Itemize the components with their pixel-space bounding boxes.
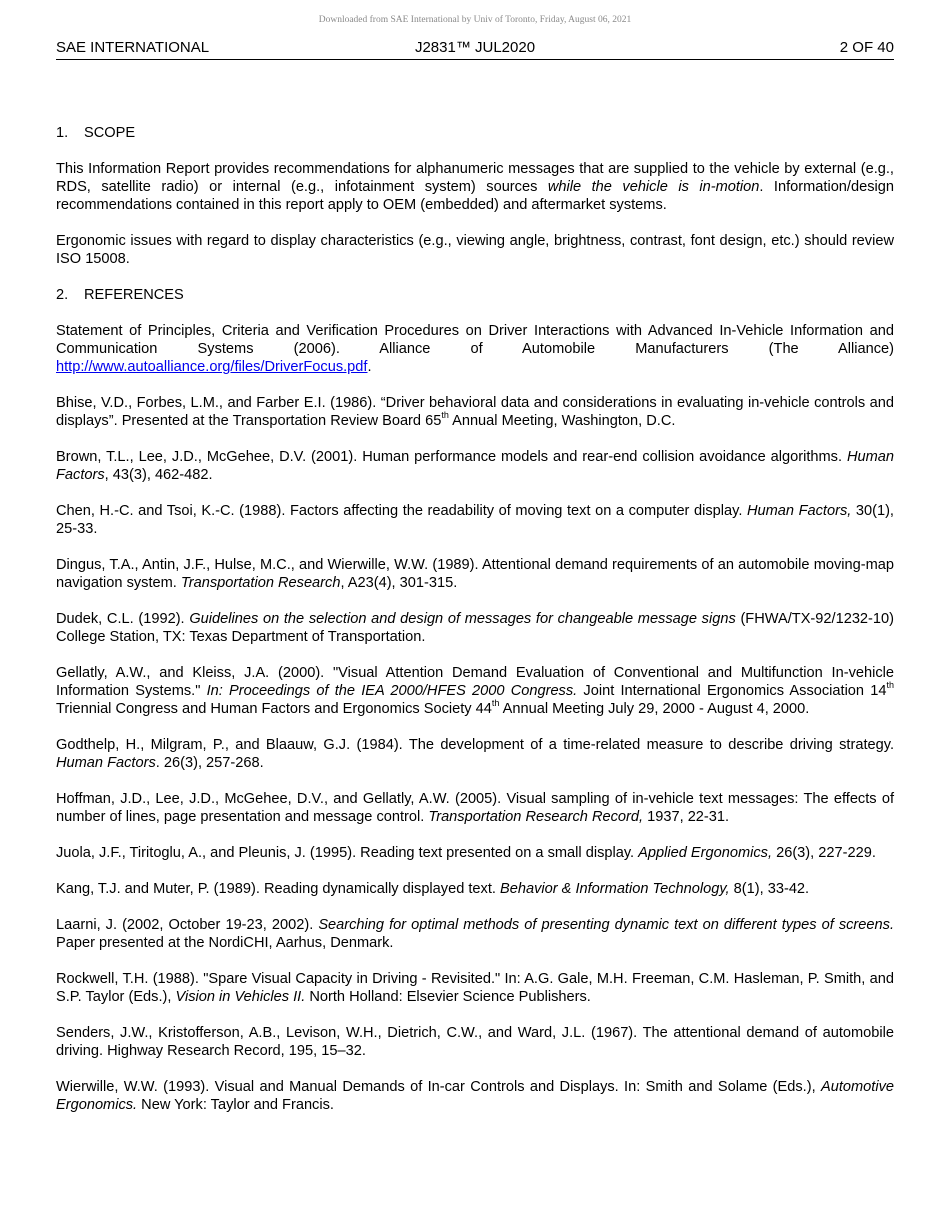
page-header: [56, 39, 894, 60]
text: , A23(4), 301-315.: [340, 575, 458, 591]
section-heading-references: [56, 286, 894, 304]
journal-title: Human Factors: [56, 755, 156, 771]
reference-entry: [56, 448, 894, 484]
section-title: SCOPE: [84, 125, 136, 141]
header-page-number: 2 OF 40: [839, 39, 894, 56]
reference-entry: [56, 1024, 894, 1060]
text: New York: Taylor and Francis.: [137, 1097, 334, 1113]
header-organization: SAE INTERNATIONAL: [56, 39, 210, 56]
text: Annual Meeting July 29, 2000 - August 4, 2000.: [499, 701, 810, 717]
reference-entry: [56, 394, 894, 430]
text: 8(1), 33-42.: [729, 881, 810, 897]
text: , 43(3), 462-482.: [104, 467, 213, 483]
text: Juola, J.F., Tiritoglu, A., and Pleunis, J. (1995). Reading text presented on a small display.: [56, 845, 639, 861]
section-heading-scope: [56, 124, 894, 142]
text: 26(3), 227-229.: [772, 845, 876, 861]
text: 30(1), 25-33.: [56, 503, 894, 537]
reference-entry: [56, 970, 894, 1006]
reference-entry: [56, 916, 894, 952]
publication-title: Searching for optimal methods of presenting dynamic text on different types of screens.: [318, 917, 894, 933]
reference-entry: [56, 1078, 894, 1114]
text: Dingus, T.A., Antin, J.F., Hulse, M.C., and Wierwille, W.W. (1989). Attentional demand requirements of an automobile moving-map navigation system.: [56, 557, 894, 591]
section-title: REFERENCES: [84, 287, 184, 303]
text: . Information/design recommendations contained in this report apply to OEM (embedded) and aftermarket systems.: [56, 179, 894, 213]
emphasis: while the vehicle is in-motion: [547, 179, 760, 195]
reference-entry: [56, 322, 894, 376]
text: .: [367, 359, 372, 375]
superscript: th: [491, 698, 500, 709]
text: Godthelp, H., Milgram, P., and Blaauw, G.J. (1984). The development of a time-related measure to describe driving strategy.: [56, 737, 894, 753]
reference-entry: [56, 610, 894, 646]
text: Senders, J.W., Kristofferson, A.B., Levison, W.H., Dietrich, C.W., and Ward, J.L. (1967). The attentional demand of automobile driving. Highway Research Record, 195, 15–32.: [56, 1025, 894, 1059]
text: Kang, T.J. and Muter, P. (1989). Reading dynamically displayed text.: [56, 881, 501, 897]
text: Wierwille, W.W. (1993). Visual and Manual Demands of In-car Controls and Displays. In: Smith and Solame (Eds.),: [56, 1079, 821, 1095]
text: Hoffman, J.D., Lee, J.D., McGehee, D.V., and Gellatly, A.W. (2005). Visual sampling of in-vehicle text messages: The effects of number of lines, page presentation and message control.: [56, 791, 894, 825]
text: This Information Report provides recommendations for alphanumeric messages that are supplied to the vehicle by external (e.g., RDS, satellite radio) or internal (e.g., infotainment system) sources: [56, 161, 894, 195]
reference-link[interactable]: http://www.autoalliance.org/files/DriverFocus.pdf: [56, 359, 368, 375]
publication-title: Guidelines on the selection and design of messages for changeable message signs: [189, 611, 736, 627]
scope-paragraph-1: [56, 160, 894, 214]
text: . 26(3), 257-268.: [155, 755, 264, 771]
text: Statement of Principles, Criteria and Verification Procedures on Driver Interactions with Advanced In-Vehicle Information and Communication Systems (2006). Alliance of Automobile Manufacturers (The Alliance): [56, 323, 894, 357]
text: Gellatly, A.W., and Kleiss, J.A. (2000). "Visual Attention Demand Evaluation of Conventional and Multifunction In-vehicle Information Systems.": [56, 665, 894, 699]
header-document-number: J2831™ JUL2020: [414, 39, 536, 56]
text: North Holland: Elsevier Science Publishers.: [305, 989, 591, 1005]
journal-title: Behavior & Information Technology,: [500, 881, 730, 897]
journal-title: Human Factors,: [746, 503, 852, 519]
superscript: th: [886, 680, 894, 691]
text: 1937, 22-31.: [643, 809, 730, 825]
reference-entry: [56, 556, 894, 592]
text: Brown, T.L., Lee, J.D., McGehee, D.V. (2001). Human performance models and rear-end collision avoidance algorithms.: [56, 449, 847, 465]
text: Chen, H.-C. and Tsoi, K.-C. (1988). Factors affecting the readability of moving text on a computer display.: [56, 503, 747, 519]
section-number: 2.: [56, 287, 69, 303]
text: Rockwell, T.H. (1988). "Spare Visual Capacity in Driving - Revisited." In: A.G. Gale, M.H. Freeman, C.M. Hasleman, P. Smith, and S.P. Taylor (Eds.),: [56, 971, 894, 1005]
journal-title: Applied Ergonomics,: [638, 845, 773, 861]
publication-title: In: Proceedings of the IEA 2000/HFES 2000 Congress.: [206, 683, 578, 699]
superscript: th: [441, 410, 449, 421]
reference-entry: [56, 664, 894, 718]
reference-entry: [56, 736, 894, 772]
text: Annual Meeting, Washington, D.C.: [448, 413, 676, 429]
journal-title: Transportation Research Record,: [428, 809, 644, 825]
text: Laarni, J. (2002, October 19-23, 2002).: [56, 917, 319, 933]
text: (FHWA/TX-92/1232-10) College Station, TX: Texas Department of Transportation.: [56, 611, 894, 645]
reference-entry: [56, 844, 894, 862]
reference-entry: [56, 790, 894, 826]
publication-title: Vision in Vehicles II.: [175, 989, 306, 1005]
scope-paragraph-2: Ergonomic issues with regard to display characteristics (e.g., viewing angle, brightness, contrast, font design, etc.) should review ISO 15008.: [56, 233, 894, 267]
publication-title: Automotive Ergonomics.: [56, 1079, 894, 1113]
download-watermark: Downloaded from SAE International by Univ of Toronto, Friday, August 06, 2021: [318, 15, 632, 25]
text: Dudek, C.L. (1992).: [56, 611, 190, 627]
text: Paper presented at the NordiCHI, Aarhus, Denmark.: [56, 935, 394, 951]
page-content: [56, 124, 894, 1132]
journal-title: Transportation Research: [180, 575, 341, 591]
text: Triennial Congress and Human Factors and Ergonomics Society 44: [56, 701, 492, 717]
journal-title: Human Factors: [56, 449, 894, 483]
reference-entry: [56, 880, 894, 898]
text: Joint International Ergonomics Association 14: [577, 683, 887, 699]
text: Bhise, V.D., Forbes, L.M., and Farber E.I. (1986). “Driver behavioral data and considerations in evaluating in-vehicle controls and displays”. Presented at the Transportation Review Board 65: [56, 395, 894, 429]
reference-entry: [56, 502, 894, 538]
section-number: 1.: [56, 125, 69, 141]
